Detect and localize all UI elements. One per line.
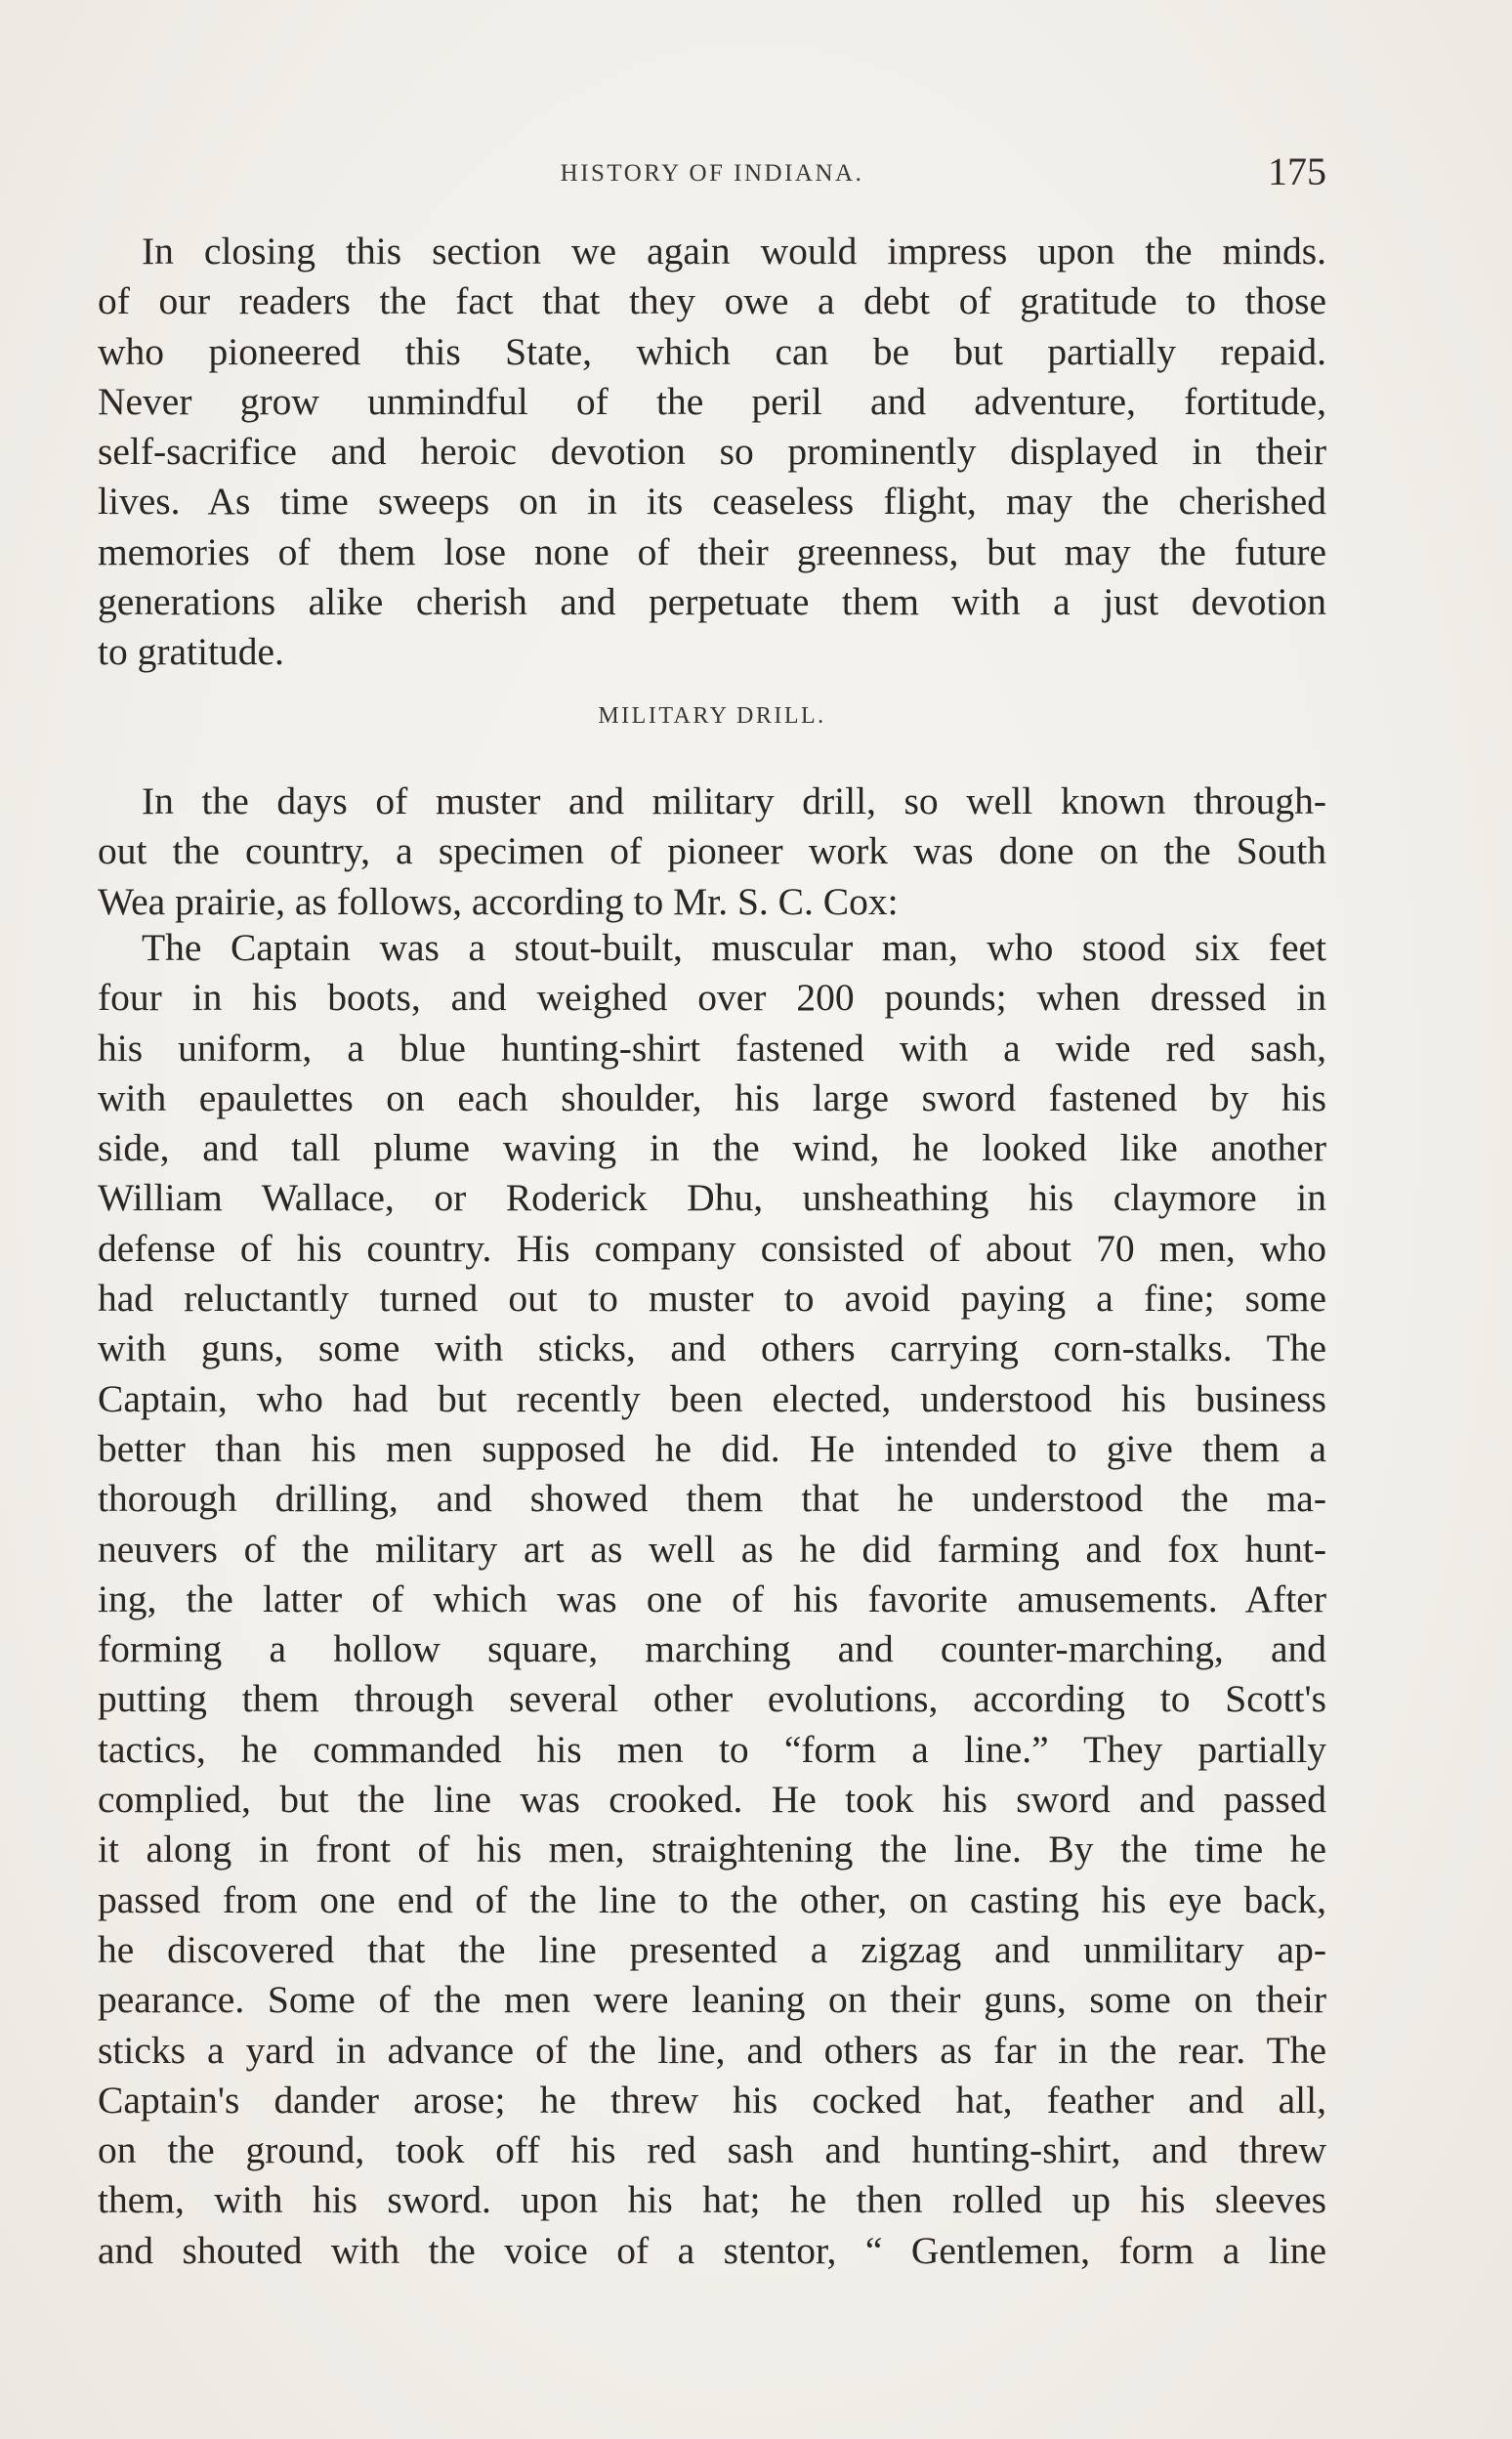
text-line: with guns, some with sticks, and others carrying corn-stalks. The: [98, 1326, 1326, 1370]
text-line: self-sacrifice and heroic devotion so prominently displayed in their: [98, 430, 1326, 474]
text-line: ing, the latter of which was one of his favorite amusements. After: [98, 1577, 1326, 1620]
paragraph-muster-intro: [98, 777, 1326, 927]
running-title: HISTORY OF INDIANA.: [560, 160, 864, 187]
text-line: of our readers the fact that they owe a debt of gratitude to those: [98, 279, 1326, 323]
text-line: to gratitude.: [98, 630, 284, 674]
text-line: better than his men supposed he did. He intended to give them a: [98, 1426, 1326, 1470]
text-line: four in his boots, and weighed over 200 pounds; when dressed in: [98, 976, 1326, 1020]
text-line: In the days of muster and military drill, so well known through-: [142, 779, 1326, 822]
text-line: Never grow unmindful of the peril and adventure, fortitude,: [98, 379, 1326, 423]
page-number: 175: [1268, 149, 1326, 193]
text-line: he discovered that the line presented a zigzag and unmilitary ap-: [98, 1927, 1326, 1971]
text-line: pearance. Some of the men were leaning on their guns, some on their: [98, 1978, 1326, 2022]
text-line: with epaulettes on each shoulder, his large sword fastened by his: [98, 1075, 1326, 1119]
text-line: Wea prairie, as follows, according to Mr. S. C. Cox:: [98, 879, 899, 923]
text-line: had reluctantly turned out to muster to avoid paying a fine; some: [98, 1277, 1326, 1321]
text-line: them, with his sword. upon his hat; he then rolled up his sleeves: [98, 2178, 1326, 2222]
paragraph-captain: [98, 923, 1326, 2276]
text-line: it along in front of his men, straightening the line. By the time he: [98, 1828, 1326, 1871]
text-line: Captain, who had but recently been elected, understood his business: [98, 1376, 1326, 1420]
text-line: William Wallace, or Roderick Dhu, unsheathing his claymore in: [98, 1176, 1326, 1220]
text-line: thorough drilling, and showed them that he understood the ma-: [98, 1477, 1326, 1521]
running-head: [98, 145, 1326, 193]
text-line: lives. As time sweeps on in its ceaseless flight, may the cherished: [98, 480, 1326, 524]
paragraph-closing: [98, 227, 1326, 678]
text-line: Captain's dander arose; he threw his cocked hat, feather and all,: [98, 2078, 1326, 2122]
text-line: side, and tall plume waving in the wind, he looked like another: [98, 1126, 1326, 1170]
text-line: and shouted with the voice of a stentor, “ Gentlemen, form a line: [98, 2228, 1326, 2272]
text-line: on the ground, took off his red sash and hunting-shirt, and threw: [98, 2128, 1326, 2172]
section-heading: MILITARY DRILL.: [598, 703, 826, 729]
text-line: putting them through several other evolutions, according to Scott's: [98, 1677, 1326, 1721]
text-line: who pioneered this State, which can be but partially repaid.: [98, 329, 1326, 373]
text-line: his uniform, a blue hunting-shirt fastened with a wide red sash,: [98, 1026, 1326, 1070]
text-line: neuvers of the military art as well as he did farming and fox hunt-: [98, 1527, 1326, 1571]
text-line: defense of his country. His company consisted of about 70 men, who: [98, 1226, 1326, 1270]
text-line: In closing this section we again would impress upon the minds.: [142, 230, 1326, 273]
text-line: complied, but the line was crooked. He took his sword and passed: [98, 1778, 1326, 1822]
text-line: forming a hollow square, marching and counter-marching, and: [98, 1627, 1326, 1671]
text-line: sticks a yard in advance of the line, and others as far in the rear. The: [98, 2028, 1326, 2072]
text-line: out the country, a specimen of pioneer work was done on the South: [98, 829, 1326, 873]
text-line: memories of them lose none of their greenness, but may the future: [98, 529, 1326, 573]
text-line: tactics, he commanded his men to “form a line.” They partially: [98, 1727, 1326, 1771]
text-line: The Captain was a stout-built, muscular man, who stood six feet: [142, 926, 1326, 969]
text-line: generations alike cherish and perpetuate them with a just devotion: [98, 580, 1326, 624]
text-line: passed from one end of the line to the other, on casting his eye back,: [98, 1877, 1326, 1921]
